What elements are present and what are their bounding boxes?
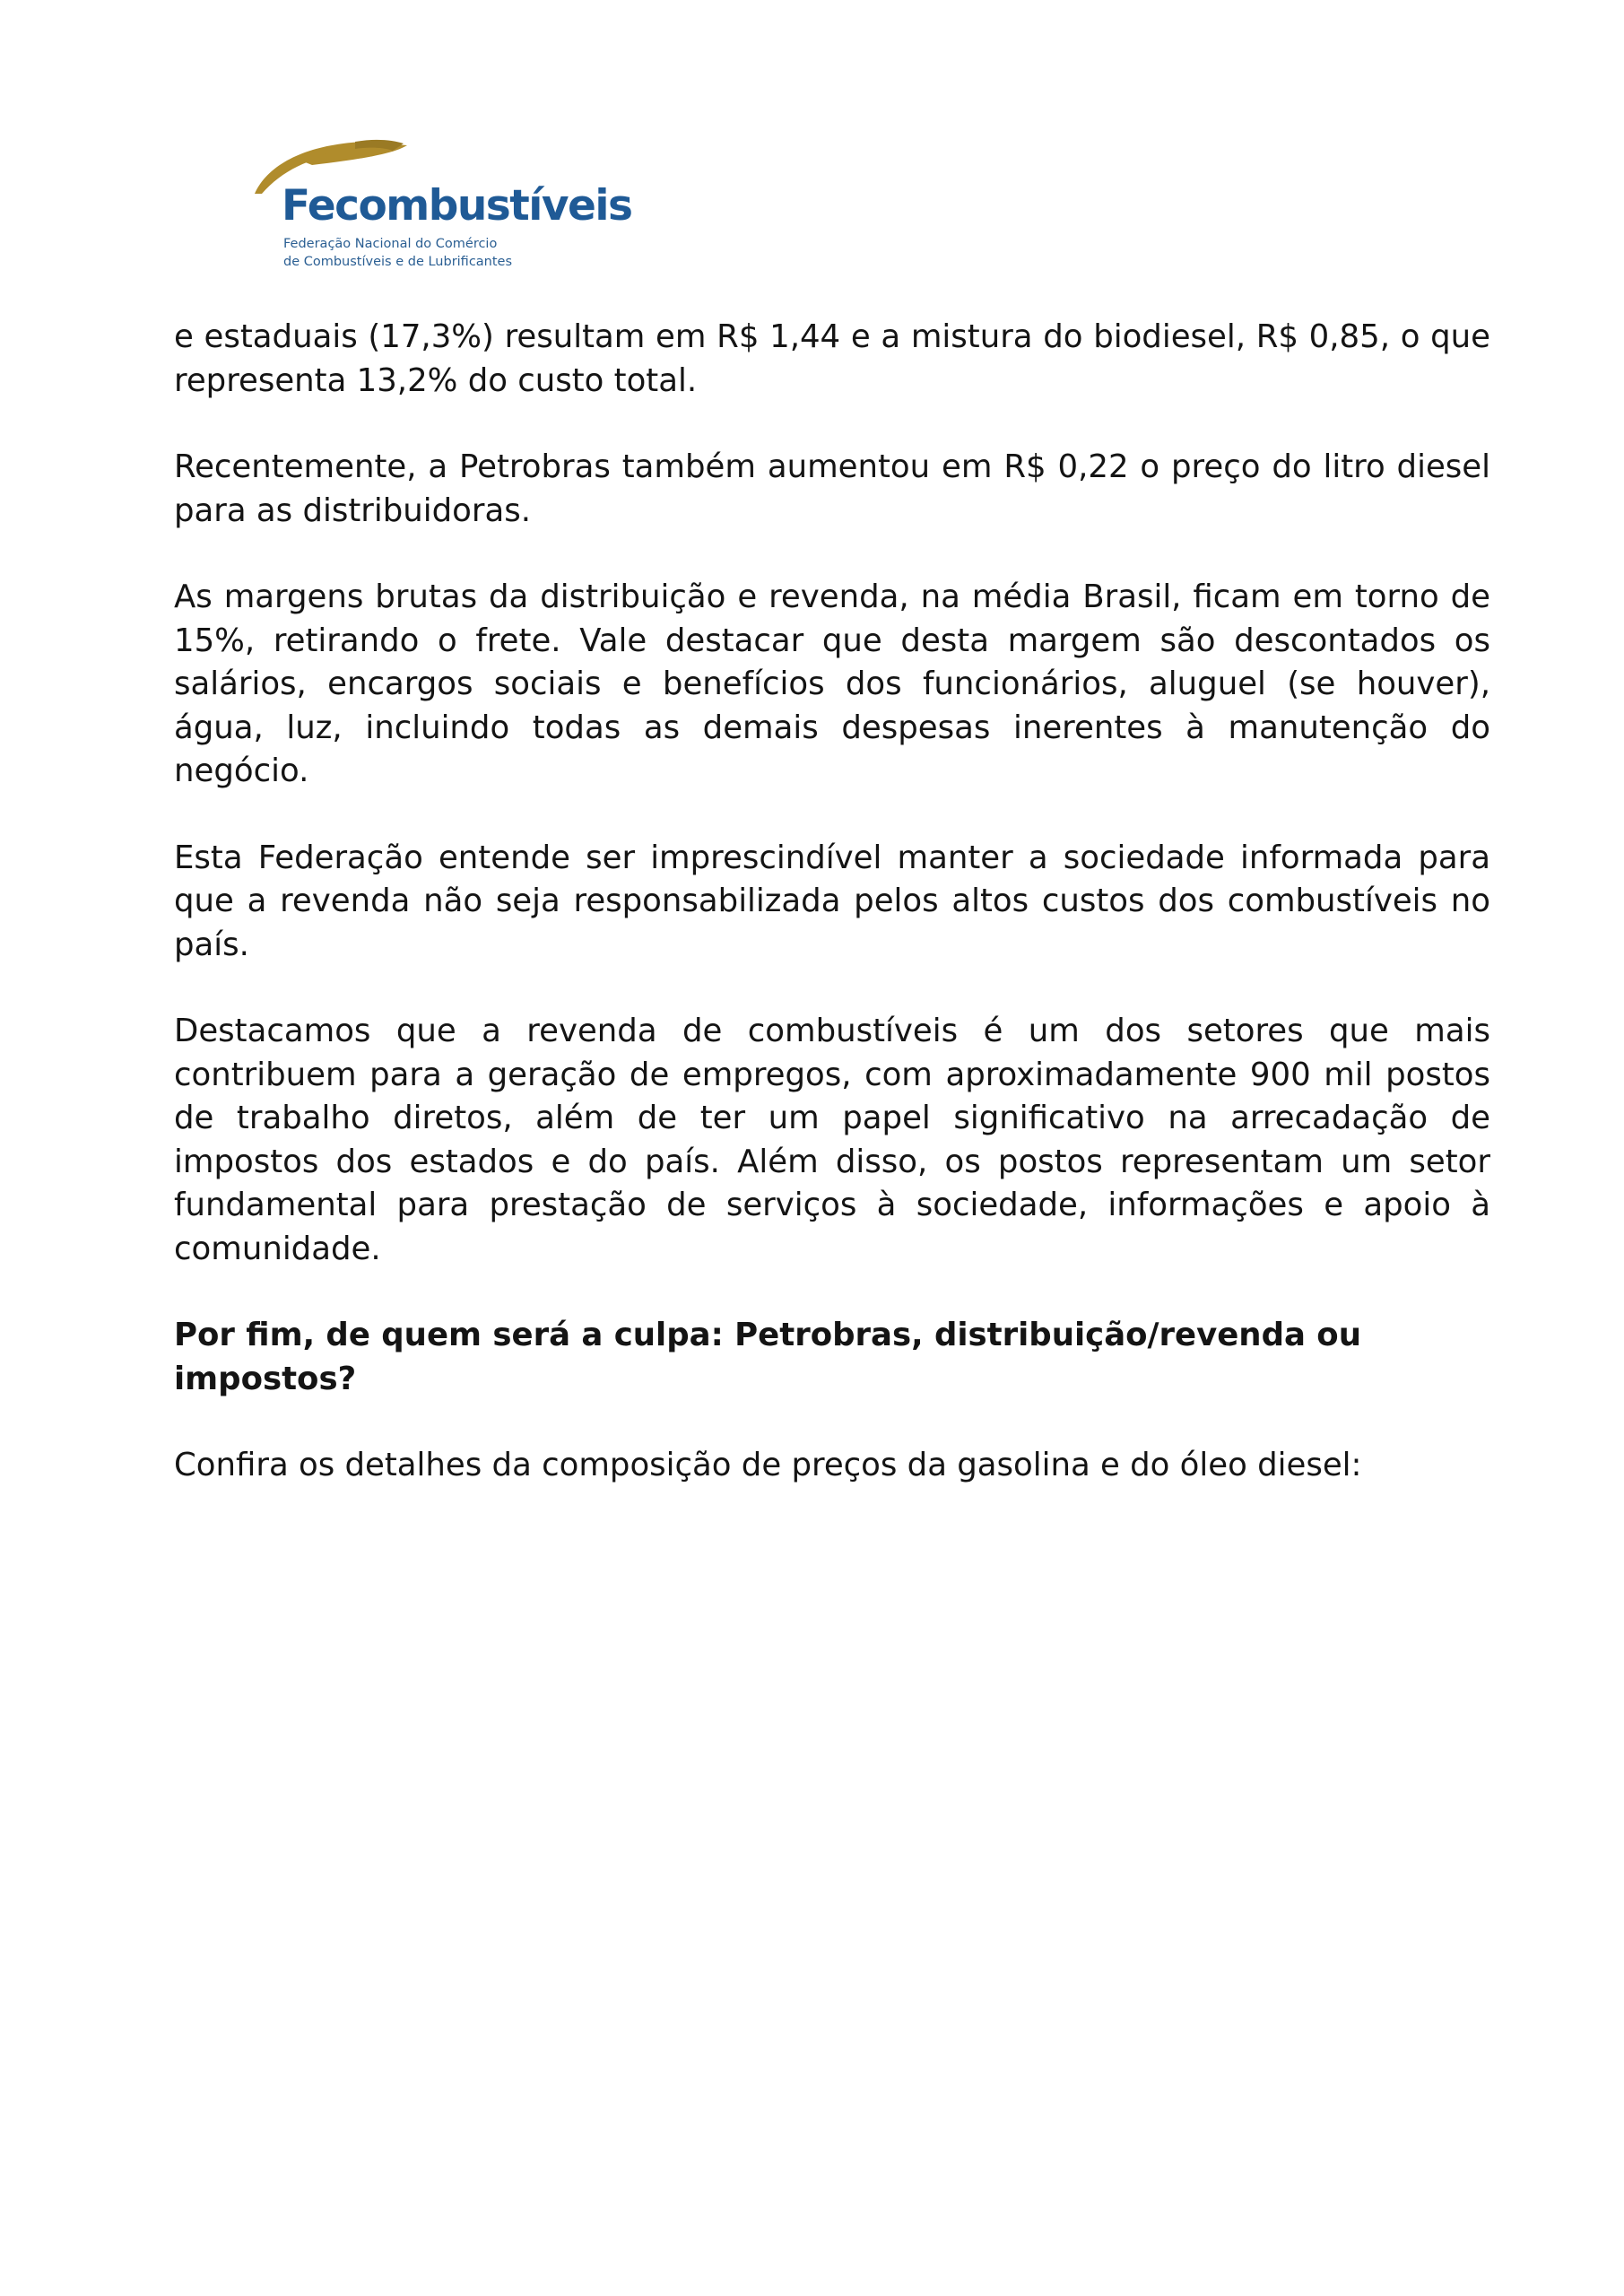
logo-wordmark: Fecombustíveis xyxy=(282,181,632,230)
fecombustiveis-logo xyxy=(249,135,644,278)
paragraph-closing-question: Por fim, de quem será a culpa: Petrobras, distribuição/revenda ou impostos? xyxy=(174,1317,1361,1397)
paragraph-gross-margins: As margens brutas da distribuição e revenda, na média Brasil, ficam em torno de 15%, retirando o frete. Vale destacar que desta margem são descontados os salários, encargos sociais e benefícios dos funcionários, aluguel (se houver), água, luz, incluindo todas as demais despesas inerentes à manutenção do negócio. xyxy=(174,578,1490,789)
paragraph-tax-biodiesel: e estaduais (17,3%) resultam em R$ 1,44 e a mistura do biodiesel, R$ 0,85, o que representa 13,2% do custo total. xyxy=(174,318,1490,399)
paragraph-price-details: Confira os detalhes da composição de preços da gasolina e do óleo diesel: xyxy=(174,1447,1362,1483)
paragraph-resale-employment: Destacamos que a revenda de combustíveis é um dos setores que mais contribuem para a geração de empregos, com aproximadamente 900 mil postos de trabalho diretos, além de ter um papel significativo na arrecadação de impostos dos estados e do país. Além disso, os postos representam um setor fundamental para prestação de serviços à sociedade, informações e apoio à comunidade. xyxy=(174,1013,1490,1267)
paragraph-federation-statement: Esta Federação entende ser imprescindível manter a sociedade informada para que a revenda não seja responsabilizada pelos altos custos dos combustíveis no país. xyxy=(174,839,1490,963)
logo-subtitle-line2: de Combustíveis e de Lubrificantes xyxy=(283,255,513,269)
paragraph-petrobras-increase: Recentemente, a Petrobras também aumentou em R$ 0,22 o preço do litro diesel para as distribuidoras. xyxy=(174,448,1490,529)
document-body xyxy=(174,316,1490,1531)
logo-subtitle-line1: Federação Nacional do Comércio xyxy=(283,237,498,251)
